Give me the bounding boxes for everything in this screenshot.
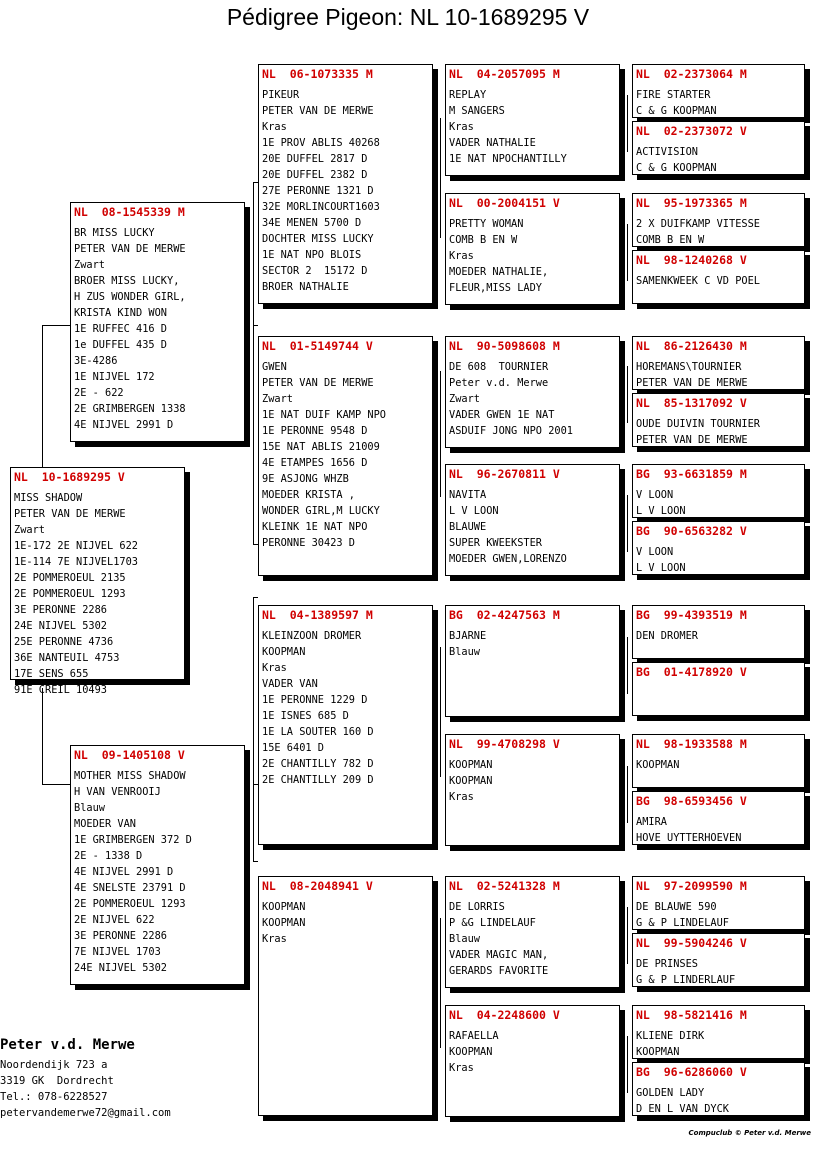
ring-number: NL 90-5098608 M	[449, 339, 560, 353]
ring-number: NL 99-5904246 V	[636, 936, 747, 950]
pigeon-detail-line: PETER VAN DE MERWE	[74, 243, 186, 255]
pigeon-detail-line: PETER VAN DE MERWE	[262, 105, 374, 117]
pigeon-detail-line: 27E PERONNE 1321 D	[262, 185, 374, 197]
ring-number: NL 09-1405108 V	[74, 748, 185, 762]
pigeon-detail-line: C & G KOOPMAN	[636, 105, 717, 117]
pigeon-detail-line: 1E LA SOUTER 160 D	[262, 726, 374, 738]
pigeon-card	[258, 876, 433, 1116]
pigeon-detail-line: DE LORRIS	[449, 901, 505, 913]
pigeon-detail-line: KRISTA KIND WON	[74, 307, 167, 319]
pigeon-detail-line: PETER VAN DE MERWE	[14, 508, 126, 520]
owner-block	[0, 1035, 171, 1121]
connector	[627, 95, 628, 152]
connector	[42, 784, 70, 785]
pigeon-detail-line: 1e DUFFEL 435 D	[74, 339, 167, 351]
pigeon-detail-line: G & P LINDERLAUF	[636, 974, 736, 986]
pigeon-detail-line: Blauw	[449, 933, 480, 945]
pigeon-detail-line: H ZUS WONDER GIRL,	[74, 291, 186, 303]
ring-number: NL 98-1240268 V	[636, 253, 747, 267]
pigeon-detail-line: MISS SHADOW	[14, 492, 83, 504]
pigeon-detail-line: H VAN VENROOIJ	[74, 786, 161, 798]
ring-number: NL 96-2670811 V	[449, 467, 560, 481]
pigeon-detail-line: KLIENE DIRK	[636, 1030, 705, 1042]
pigeon-card	[445, 64, 620, 176]
ring-number: NL 99-4708298 V	[449, 737, 560, 751]
pigeon-detail-line: Zwart	[262, 393, 293, 405]
pigeon-detail-line: L V LOON	[636, 562, 686, 574]
ring-number: NL 04-1389597 M	[262, 608, 373, 622]
pigeon-detail-line: DE PRINSES	[636, 958, 698, 970]
pigeon-detail-line: AMIRA	[636, 816, 667, 828]
pigeon-detail-line: REPLAY	[449, 89, 487, 101]
pigeon-detail-line: 2E GRIMBERGEN 1338	[74, 403, 186, 415]
pigeon-detail-line: 1E GRIMBERGEN 372 D	[74, 834, 192, 846]
pigeon-detail-line: C & G KOOPMAN	[636, 162, 717, 174]
pigeon-detail-line: 1E NAT DUIF KAMP NPO	[262, 409, 386, 421]
pigeon-detail-line: 4E SNELSTE 23791 D	[74, 882, 186, 894]
owner-address-line: 3319 GK Dordrecht	[0, 1075, 114, 1087]
pigeon-detail-line: 4E NIJVEL 2991 D	[74, 419, 174, 431]
pigeon-detail-line: VADER GWEN 1E NAT	[449, 409, 555, 421]
pigeon-detail-line: Blauw	[74, 802, 105, 814]
pigeon-detail-line: GERARDS FAVORITE	[449, 965, 549, 977]
pigeon-detail-line: GOLDEN LADY	[636, 1087, 705, 1099]
owner-address-line: Noordendijk 723 a	[0, 1059, 108, 1071]
pigeon-card	[258, 64, 433, 304]
pigeon-detail-line: Kras	[449, 1062, 474, 1074]
pigeon-detail-line: 1E RUFFEC 416 D	[74, 323, 167, 335]
pigeon-detail-line: BROER MISS LUCKY,	[74, 275, 180, 287]
ring-number: BG 93-6631859 M	[636, 467, 747, 481]
connector	[627, 224, 628, 281]
pigeon-detail-line: GWEN	[262, 361, 287, 373]
pigeon-detail-line: 2E CHANTILLY 209 D	[262, 774, 374, 786]
pigeon-detail-line: 24E NIJVEL 5302	[14, 620, 107, 632]
ring-number: NL 08-2048941 V	[262, 879, 373, 893]
connector	[440, 918, 441, 1048]
pigeon-detail-line: DE 608 TOURNIER	[449, 361, 549, 373]
pigeon-card	[70, 745, 245, 985]
connector	[627, 495, 628, 552]
pigeon-detail-line: 2E NIJVEL 622	[74, 914, 155, 926]
owner-email[interactable]: petervandemerwe72@gmail.com	[0, 1107, 171, 1119]
pigeon-detail-line: 1E PERONNE 9548 D	[262, 425, 368, 437]
pigeon-card	[632, 933, 805, 987]
pigeon-detail-line: MOTHER MISS SHADOW	[74, 770, 186, 782]
pigeon-detail-line: DOCHTER MISS LUCKY	[262, 233, 374, 245]
pigeon-detail-line: 34E MENEN 5700 D	[262, 217, 362, 229]
pigeon-card	[632, 521, 805, 575]
pigeon-detail-line: 3E PERONNE 2286	[74, 930, 167, 942]
pigeon-detail-line: FIRE STARTER	[636, 89, 711, 101]
ring-number: BG 01-4178920 V	[636, 665, 747, 679]
ring-number: BG 98-6593456 V	[636, 794, 747, 808]
pigeon-detail-line: BR MISS LUCKY	[74, 227, 155, 239]
pigeon-detail-line: 36E NANTEUIL 4753	[14, 652, 120, 664]
ring-number: NL 98-5821416 M	[636, 1008, 747, 1022]
connector	[253, 861, 258, 862]
pigeon-detail-line: HOVE UYTTERHOEVEN	[636, 832, 742, 844]
ring-number: NL 02-2373064 M	[636, 67, 747, 81]
pigeon-card	[258, 605, 433, 845]
connector	[253, 325, 258, 326]
pigeon-card	[445, 734, 620, 846]
connector	[627, 366, 628, 423]
pigeon-card	[445, 605, 620, 717]
pigeon-detail-line: Blauw	[449, 646, 480, 658]
connector	[42, 325, 43, 468]
pigeon-detail-line: 2E CHANTILLY 782 D	[262, 758, 374, 770]
pigeon-detail-line: Kras	[449, 791, 474, 803]
pigeon-card	[632, 1005, 805, 1059]
pigeon-detail-line: Peter v.d. Merwe	[449, 377, 549, 389]
page-title: Pédigree Pigeon: NL 10-1689295 V	[226, 4, 590, 30]
pigeon-card	[632, 605, 805, 659]
pigeon-card	[445, 1005, 620, 1117]
ring-number: NL 04-2248600 V	[449, 1008, 560, 1022]
pigeon-card	[632, 1062, 805, 1116]
pigeon-detail-line: KOOPMAN	[262, 646, 306, 658]
pigeon-detail-line: 1E-114 7E NIJVEL1703	[14, 556, 138, 568]
pigeon-detail-line: ACTIVISION	[636, 146, 698, 158]
pigeon-card	[632, 193, 805, 247]
pigeon-detail-line: BROER NATHALIE	[262, 281, 349, 293]
connector	[627, 907, 628, 964]
pigeon-detail-line: MOEDER GWEN,LORENZO	[449, 553, 567, 565]
ring-number: NL 02-5241328 M	[449, 879, 560, 893]
pigeon-detail-line: Zwart	[14, 524, 45, 536]
pigeon-detail-line: 1E-172 2E NIJVEL 622	[14, 540, 138, 552]
pigeon-detail-line: L V LOON	[636, 505, 686, 517]
pigeon-detail-line: MOEDER VAN	[74, 818, 136, 830]
pigeon-detail-line: PRETTY WOMAN	[449, 218, 524, 230]
pigeon-detail-line: 20E DUFFEL 2382 D	[262, 169, 368, 181]
pigeon-card	[632, 876, 805, 930]
pigeon-detail-line: KLEINK 1E NAT NPO	[262, 521, 368, 533]
pigeon-detail-line: PERONNE 30423 D	[262, 537, 355, 549]
pigeon-detail-line: 20E DUFFEL 2817 D	[262, 153, 368, 165]
pigeon-detail-line: BJARNE	[449, 630, 487, 642]
pigeon-detail-line: RAFAELLA	[449, 1030, 499, 1042]
ring-number: NL 02-2373072 V	[636, 124, 747, 138]
pigeon-detail-line: MOEDER NATHALIE,	[449, 266, 549, 278]
ring-number: NL 97-2099590 M	[636, 879, 747, 893]
pigeon-detail-line: 2E - 1338 D	[74, 850, 143, 862]
connector	[627, 766, 628, 823]
connector	[627, 637, 628, 694]
pigeon-detail-line: 91E CREIL 10493	[14, 684, 107, 696]
copyright: Compuclub © Peter v.d. Merwe	[688, 1129, 811, 1137]
pigeon-detail-line: Kras	[449, 250, 474, 262]
ring-number: NL 98-1933588 M	[636, 737, 747, 751]
pigeon-card	[10, 467, 185, 696]
pigeon-detail-line: KOOPMAN	[636, 759, 680, 771]
connector	[253, 597, 254, 861]
pigeon-detail-line: Zwart	[449, 393, 480, 405]
pigeon-detail-line: COMB B EN W	[636, 234, 705, 246]
pigeon-detail-line: Kras	[262, 662, 287, 674]
pigeon-detail-line: 1E NAT NPOCHANTILLY	[449, 153, 567, 165]
pigeon-detail-line: V LOON	[636, 489, 674, 501]
pigeon-detail-line: Kras	[262, 121, 287, 133]
pigeon-card	[632, 393, 805, 447]
pigeon-detail-line: PETER VAN DE MERWE	[636, 377, 748, 389]
connector	[627, 1036, 628, 1093]
pigeon-detail-line: 1E ISNES 685 D	[262, 710, 349, 722]
pigeon-detail-line: HOREMANS\TOURNIER	[636, 361, 742, 373]
pigeon-detail-line: 2E POMMEROEUL 1293	[14, 588, 126, 600]
ring-number: BG 90-6563282 V	[636, 524, 747, 538]
connector	[440, 118, 441, 238]
pigeon-card	[445, 876, 620, 988]
pigeon-detail-line: SECTOR 2 15172 D	[262, 265, 368, 277]
pigeon-detail-line: M SANGERS	[449, 105, 505, 117]
ring-number: NL 10-1689295 V	[14, 470, 125, 484]
pigeon-detail-line: COMB B EN W	[449, 234, 518, 246]
pigeon-card	[632, 662, 805, 716]
pigeon-detail-line: KOOPMAN	[449, 775, 493, 787]
connector	[42, 688, 43, 784]
pigeon-card	[632, 464, 805, 518]
connector	[440, 371, 441, 497]
pigeon-card	[258, 336, 433, 576]
pigeon-detail-line: 25E PERONNE 4736	[14, 636, 114, 648]
pigeon-card	[632, 734, 805, 788]
pigeon-card	[445, 193, 620, 305]
pigeon-detail-line: 2E - 622	[74, 387, 124, 399]
pigeon-detail-line: SAMENKWEEK C VD POEL	[636, 275, 760, 287]
pigeon-detail-line: BLAUWE	[449, 521, 487, 533]
connector	[253, 597, 258, 598]
pigeon-detail-line: PETER VAN DE MERWE	[636, 434, 748, 446]
pigeon-detail-line: V LOON	[636, 546, 674, 558]
pigeon-detail-line: 7E NIJVEL 1703	[74, 946, 161, 958]
pigeon-detail-line: 2 X DUIFKAMP VITESSE	[636, 218, 760, 230]
pigeon-detail-line: 24E NIJVEL 5302	[74, 962, 167, 974]
ring-number: NL 85-1317092 V	[636, 396, 747, 410]
pigeon-detail-line: Kras	[449, 121, 474, 133]
ring-number: NL 01-5149744 V	[262, 339, 373, 353]
pigeon-detail-line: G & P LINDELAUF	[636, 917, 729, 929]
pigeon-card	[445, 336, 620, 448]
pigeon-card	[445, 464, 620, 576]
connector	[440, 647, 441, 777]
owner-name: Peter v.d. Merwe	[0, 1037, 135, 1053]
ring-number: NL 86-2126430 M	[636, 339, 747, 353]
pigeon-detail-line: DEN DROMER	[636, 630, 698, 642]
pigeon-card	[632, 336, 805, 390]
pigeon-detail-line: 17E SENS 655	[14, 668, 89, 680]
ring-number: NL 04-2057095 M	[449, 67, 560, 81]
pigeon-card	[632, 250, 805, 304]
pigeon-detail-line: 4E ETAMPES 1656 D	[262, 457, 368, 469]
ring-number: BG 02-4247563 M	[449, 608, 560, 622]
pigeon-detail-line: 1E PROV ABLIS 40268	[262, 137, 380, 149]
ring-number: NL 08-1545339 M	[74, 205, 185, 219]
connector	[253, 182, 254, 544]
pigeon-detail-line: PIKEUR	[262, 89, 300, 101]
pigeon-detail-line: VADER VAN	[262, 678, 318, 690]
pigeon-detail-line: PETER VAN DE MERWE	[262, 377, 374, 389]
pigeon-detail-line: KOOPMAN	[449, 1046, 493, 1058]
pigeon-detail-line: 2E POMMEROEUL 2135	[14, 572, 126, 584]
pigeon-detail-line: 15E NAT ABLIS 21009	[262, 441, 380, 453]
pigeon-detail-line: 32E MORLINCOURT1603	[262, 201, 380, 213]
pigeon-detail-line: KOOPMAN	[449, 759, 493, 771]
owner-phone: Tel.: 078-6228527	[0, 1091, 108, 1103]
pigeon-detail-line: 9E ASJONG WHZB	[262, 473, 349, 485]
pigeon-detail-line: 15E 6401 D	[262, 742, 324, 754]
pigeon-detail-line: ASDUIF JONG NPO 2001	[449, 425, 573, 437]
pigeon-card	[70, 202, 245, 442]
pigeon-detail-line: 4E NIJVEL 2991 D	[74, 866, 174, 878]
pigeon-detail-line: L V LOON	[449, 505, 499, 517]
pigeon-detail-line: 3E PERONNE 2286	[14, 604, 107, 616]
pigeon-detail-line: P &G LINDELAUF	[449, 917, 536, 929]
pigeon-detail-line: 2E POMMEROEUL 1293	[74, 898, 186, 910]
pigeon-detail-line: VADER MAGIC MAN,	[449, 949, 549, 961]
pigeon-detail-line: 1E NAT NPO BLOIS	[262, 249, 362, 261]
pigeon-detail-line: 1E PERONNE 1229 D	[262, 694, 368, 706]
pigeon-detail-line: WONDER GIRL,M LUCKY	[262, 505, 380, 517]
pigeon-detail-line: Zwart	[74, 259, 105, 271]
pigeon-detail-line: VADER NATHALIE	[449, 137, 536, 149]
pigeon-detail-line: NAVITA	[449, 489, 487, 501]
ring-number: NL 00-2004151 V	[449, 196, 560, 210]
ring-number: NL 06-1073335 M	[262, 67, 373, 81]
pigeon-detail-line: Kras	[262, 933, 287, 945]
ring-number: BG 96-6286060 V	[636, 1065, 747, 1079]
pigeon-detail-line: KLEINZOON DROMER	[262, 630, 362, 642]
ring-number: BG 99-4393519 M	[636, 608, 747, 622]
pigeon-detail-line: DE BLAUWE 590	[636, 901, 717, 913]
pigeon-card	[632, 121, 805, 175]
pigeon-detail-line: 1E NIJVEL 172	[74, 371, 155, 383]
pigeon-detail-line: KOOPMAN	[262, 901, 306, 913]
pigeon-detail-line: MOEDER KRISTA ,	[262, 489, 355, 501]
pigeon-detail-line: D EN L VAN DYCK	[636, 1103, 729, 1115]
pigeon-detail-line: FLEUR,MISS LADY	[449, 282, 542, 294]
pigeon-card	[632, 791, 805, 845]
pigeon-detail-line: KOOPMAN	[262, 917, 306, 929]
pigeon-detail-line: SUPER KWEEKSTER	[449, 537, 542, 549]
pigeon-card	[632, 64, 805, 118]
pigeon-detail-line: 3E-4286	[74, 355, 118, 367]
pigeon-detail-line: KOOPMAN	[636, 1046, 680, 1058]
connector	[42, 325, 70, 326]
ring-number: NL 95-1973365 M	[636, 196, 747, 210]
pigeon-detail-line: OUDE DUIVIN TOURNIER	[636, 418, 760, 430]
